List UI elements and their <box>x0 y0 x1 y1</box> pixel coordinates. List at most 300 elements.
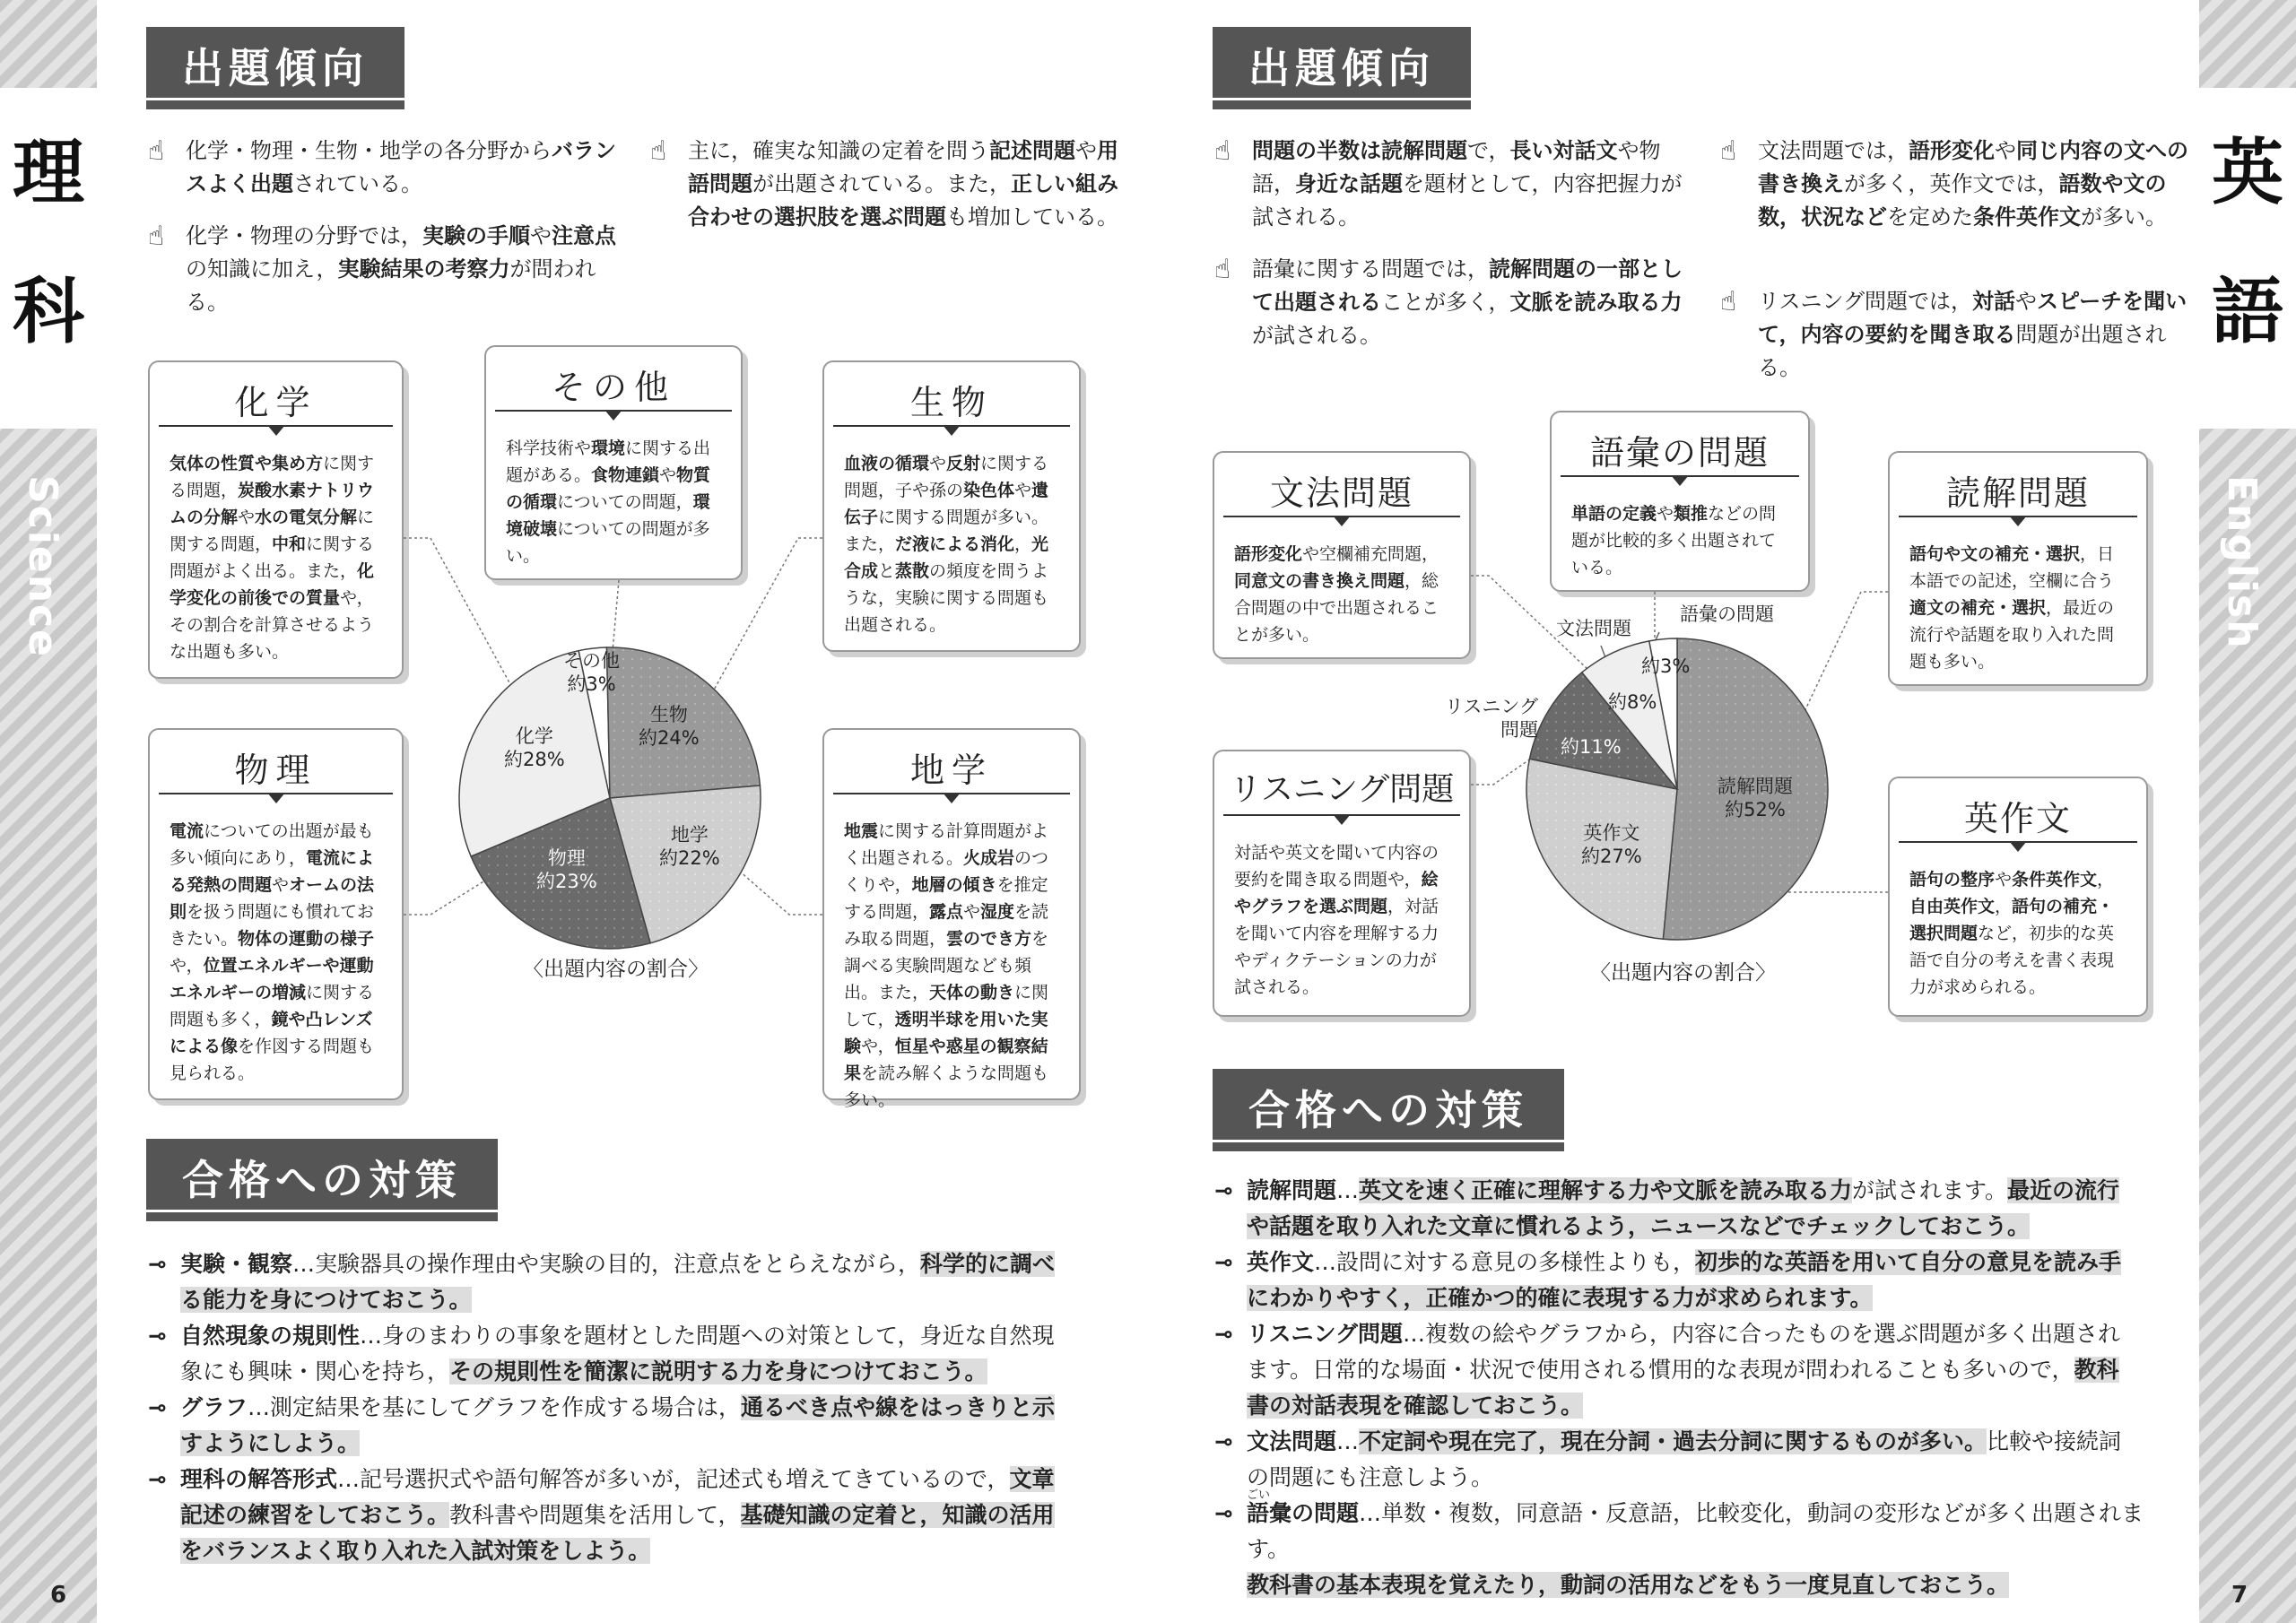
right-strategy-heading: 合格への対策 <box>1213 1069 1564 1151</box>
arrow-marker-icon: ⊸ <box>148 1394 167 1420</box>
strategy-line <box>1214 1352 2174 1388</box>
left-trend-heading: 出題傾向 <box>146 27 404 109</box>
emphasis-text: 語句の整序 <box>1909 870 1996 890</box>
plain-text: 対話や英文を聞いて内容の要約を聞き取る問題や， <box>1234 843 1439 890</box>
slice-value: 約3% <box>567 673 616 695</box>
pie-label-chemistry <box>504 725 565 771</box>
emphasis-text: 語彙の問題 <box>1247 1500 1360 1526</box>
plain-text: が問われる。 <box>186 256 596 315</box>
pointing-hand-icon: ☝ <box>1214 135 1231 167</box>
box-title: 語彙の問題 <box>1589 433 1770 473</box>
plain-text: や， <box>861 1037 895 1056</box>
plain-text: …設問に対する意見の多様性よりも， <box>1314 1249 1696 1275</box>
plain-text: を定めた <box>1887 204 1973 230</box>
plain-text: 象にも興味・関心を持ち， <box>180 1358 450 1384</box>
box-text <box>844 450 1063 638</box>
emphasis-text: 実験の手順 <box>422 223 530 248</box>
emphasis-text: 地震 <box>844 821 879 841</box>
emphasis-text: 環境 <box>591 438 626 458</box>
highlight-text: にわかりやすく，正確かつ的確に表現する力が求められます。 <box>1247 1285 1873 1311</box>
pie-label-listening: 約11% <box>1561 736 1622 758</box>
plain-text: や <box>963 902 981 922</box>
plain-text: の知識に加え， <box>186 256 338 282</box>
strategy-line <box>148 1426 1099 1462</box>
emphasis-text: 透明半球を用いた実験 <box>844 1010 1048 1056</box>
left-strategy-list <box>148 1246 1099 1569</box>
plain-text: …測定結果を基にしてグラフを作成する場合は， <box>248 1394 742 1420</box>
emphasis-text: オームの法則 <box>170 875 375 922</box>
strategy-line <box>1214 1567 2174 1603</box>
plain-text: を調べる実験問題なども頻出。また， <box>844 929 1049 1002</box>
box-title: リスニング問題 <box>1229 771 1455 808</box>
plain-text: 文法問題では， <box>1758 138 1909 163</box>
plain-text: を題材として，内容把握力が試される。 <box>1252 171 1683 230</box>
emphasis-text: 実験・観察 <box>180 1251 293 1277</box>
slice-name: 生物 <box>649 704 688 725</box>
emphasis-text: リスニング問題 <box>1247 1321 1404 1347</box>
plain-text: の問題にも注意しよう。 <box>1247 1464 1494 1490</box>
plain-text: の頻度を問うような，実験に関する問題も出題される。 <box>844 561 1049 635</box>
box-divider <box>833 425 1070 427</box>
bullet-text <box>1758 138 2188 230</box>
right-trend-bullet-1 <box>1214 135 1692 234</box>
emphasis-text: 条件英作文 <box>1973 204 2081 230</box>
highlight-text: 教科書の基本表現を覚えたり，動詞の活用などをもう一度見直しておこう。 <box>1247 1572 2010 1598</box>
plain-text: や，その割合を計算させるような出題も多い。 <box>170 588 375 662</box>
box-title: 英作文 <box>1963 799 2072 838</box>
plain-text: ことが多く， <box>1381 290 1510 315</box>
plain-text: や <box>1657 504 1674 524</box>
highlight-text: をバランスよく取り入れた入試対策をしよう。 <box>180 1538 651 1564</box>
emphasis-text: 語句や文の補充・選択 <box>1909 544 2081 564</box>
emphasis-text: 同じ内容の文への書き換え <box>1758 138 2188 196</box>
pie-label-other <box>563 649 620 696</box>
box-text <box>170 450 386 665</box>
plain-text: や <box>1995 870 2013 890</box>
strategy-line <box>1214 1316 2174 1352</box>
left-trend-bullet-1 <box>148 135 634 201</box>
strategy-line <box>1214 1173 2174 1209</box>
emphasis-text: 文法問題 <box>1247 1428 1337 1454</box>
box-text <box>1234 541 1453 648</box>
strategy-text <box>1247 1321 2120 1347</box>
box-biology <box>822 360 1081 652</box>
emphasis-text: 天体の動き <box>929 983 1015 1002</box>
arrow-marker-icon: ⊸ <box>1214 1500 1233 1526</box>
emphasis-text: グラフ <box>180 1394 248 1420</box>
strategy-line <box>148 1533 1099 1569</box>
plain-text: 主に，確実な知識の定着を問う <box>688 138 989 163</box>
plain-text: …複数の絵やグラフから，内容に合ったものを選ぶ問題が多く出題され <box>1403 1321 2121 1347</box>
pie-label-earth <box>659 823 720 870</box>
emphasis-text: 用語問題 <box>688 138 1118 196</box>
strategy-line <box>1214 1496 2174 1567</box>
pie-label-vocab: 約3% <box>1641 655 1691 677</box>
strategy-text <box>1247 1464 1493 1490</box>
strategy-text <box>1247 1285 1873 1311</box>
plain-text: 化学・物理の分野では， <box>186 223 422 248</box>
pointing-hand-icon: ☝ <box>1720 286 1737 317</box>
pie-label-writing <box>1581 821 1642 868</box>
box-reading <box>1888 451 2148 686</box>
ruby-goi: ごい <box>1247 1488 1271 1502</box>
bullet-text <box>186 223 616 315</box>
plain-text: リスニング問題では， <box>1758 289 1973 314</box>
arrow-marker-icon: ⊸ <box>1214 1177 1233 1203</box>
plain-text: や <box>1995 138 2016 163</box>
emphasis-text: 化学変化の前後での質量 <box>170 561 375 608</box>
strategy-line <box>148 1462 1099 1497</box>
right-subject-char-1: 英 <box>2212 131 2283 214</box>
emphasis-text: 気体の性質や集め方 <box>170 454 324 473</box>
box-text <box>1234 839 1453 1001</box>
box-writing <box>1888 777 2148 1017</box>
arrow-marker-icon: ⊸ <box>148 1251 167 1277</box>
emphasis-text: 理科の解答形式 <box>180 1466 338 1492</box>
plain-text: ， <box>2097 870 2115 890</box>
plain-text: 比較や接続詞 <box>1987 1428 2122 1454</box>
strategy-line <box>148 1390 1099 1426</box>
emphasis-text: 地層の傾き <box>911 875 997 895</box>
emphasis-text: 読解問題 <box>1247 1177 1337 1203</box>
plain-text: のつくりや， <box>844 848 1049 895</box>
plain-text: で， <box>1467 138 1510 163</box>
plain-text: …実験器具の操作理由や実験の目的，注意点をとらえながら， <box>292 1251 921 1277</box>
plain-text: など，初歩的な英語で自分の考えを書く表現力が求められる。 <box>1909 924 2115 997</box>
pie-outer-label-grammar: 文法問題 <box>1556 618 1631 639</box>
right-sidebar <box>2199 0 2296 1623</box>
bullet-text <box>688 138 1118 230</box>
plain-text: や <box>2015 289 2038 314</box>
plain-text: や <box>659 465 677 485</box>
emphasis-text: 食物連鎖 <box>591 465 660 485</box>
box-text <box>1571 500 1792 581</box>
left-strategy-heading: 合格への対策 <box>146 1139 498 1221</box>
strategy-text <box>180 1502 1055 1528</box>
strategy-line <box>1214 1460 2174 1496</box>
emphasis-text: 物体の運動の様子 <box>238 929 375 949</box>
emphasis-text: 血液の循環 <box>844 454 930 473</box>
right-strategy-list <box>1214 1173 2174 1603</box>
plain-text: …身のまわりの事象を題材とした問題への対策として，身近な自然現 <box>360 1323 1055 1349</box>
left-trend-bullet-3 <box>650 135 1127 234</box>
right-subject-char-2: 語 <box>2212 270 2283 353</box>
plain-text: についての問題， <box>557 492 693 512</box>
box-divider <box>159 793 393 794</box>
highlight-text: や話題を取り入れた文章に慣れるよう，ニュースなどでチェックしておこう。 <box>1247 1213 2031 1239</box>
plain-text: に関する問題が多い。また， <box>844 508 1049 554</box>
emphasis-text: スピーチを聞いて，内容の要約を聞き取る <box>1758 289 2187 347</box>
strategy-line <box>148 1246 1099 1282</box>
highlight-text: 科学的に調べ <box>920 1251 1056 1277</box>
strategy-text <box>1247 1249 2121 1275</box>
box-vocabulary <box>1550 411 1810 592</box>
strategy-text <box>1247 1500 2144 1562</box>
left-trend-bullet-2 <box>148 220 634 319</box>
emphasis-text: 物質の循環 <box>506 465 711 512</box>
box-title: 化学 <box>234 383 317 422</box>
plain-text: や <box>238 508 256 527</box>
strategy-text <box>1247 1177 2119 1203</box>
plain-text: を扱う問題にも慣れておきたい。 <box>170 902 375 949</box>
plain-text: ，最近の流行や話題を取り入れた問題も多い。 <box>1909 598 2115 672</box>
plain-text: も増加している。 <box>946 204 1118 230</box>
emphasis-text: 水の電気分解 <box>255 508 358 527</box>
highlight-text: 英文を速く正確に理解する力や文脈を読み取る力 <box>1359 1177 1853 1203</box>
plain-text: 語彙に関する問題では， <box>1252 256 1489 282</box>
emphasis-text: 問題の半数は読解問題 <box>1252 138 1467 163</box>
emphasis-text: 火成岩 <box>963 848 1015 868</box>
highlight-text: すようにしよう。 <box>180 1430 361 1456</box>
box-text <box>844 818 1063 1114</box>
plain-text: 科学技術や <box>506 438 592 458</box>
box-text <box>506 435 725 569</box>
emphasis-text: 身近な話題 <box>1295 171 1403 196</box>
pie-outer-label-vocab: 語彙の問題 <box>1680 603 1774 625</box>
box-earth-science <box>822 728 1081 1110</box>
slice-name: 化学 <box>515 725 553 747</box>
strategy-text <box>1247 1213 2030 1239</box>
plain-text: 問題が出題される。 <box>1758 322 2167 380</box>
plain-text: に関する問題， <box>170 454 375 500</box>
strategy-line <box>148 1354 1099 1390</box>
emphasis-text: 語数や文の数，状況など <box>1758 171 2167 230</box>
plain-text: についての出題が最も多い傾向にあり， <box>170 821 374 868</box>
pointing-hand-icon: ☝ <box>650 135 667 167</box>
emphasis-text: 記述問題 <box>989 138 1075 163</box>
box-divider <box>1223 814 1460 816</box>
right-trend-bullet-2 <box>1214 253 1692 352</box>
emphasis-text: 電流 <box>170 821 204 841</box>
plain-text: 教科書や問題集を活用して， <box>449 1502 741 1528</box>
box-title: 地学 <box>909 751 993 790</box>
box-divider <box>833 793 1070 794</box>
arrow-marker-icon: ⊸ <box>148 1323 167 1349</box>
pie-outer-label-listening: リスニング 問題 <box>1444 696 1538 741</box>
plain-text: ， <box>1014 534 1032 554</box>
highlight-text: 初歩的な英語を用いて自分の意見を読み手 <box>1695 1249 2122 1275</box>
strategy-text <box>1247 1357 2119 1383</box>
strategy-line <box>1214 1388 2174 1424</box>
box-text <box>1909 866 2130 1001</box>
emphasis-text: 語句の補充・選択問題 <box>1909 897 2115 943</box>
highlight-text: その規則性を簡潔に説明する力を身につけておこう。 <box>449 1358 987 1384</box>
plain-text: や <box>1014 481 1032 500</box>
emphasis-text: 同意文の書き換え問題 <box>1234 571 1405 591</box>
right-subject-tab <box>2199 88 2296 429</box>
plain-text: が多い。 <box>2081 204 2167 230</box>
plain-text: ， <box>1995 897 2013 916</box>
left-page-number: 6 <box>50 1582 67 1609</box>
slice-name: 英作文 <box>1583 822 1640 844</box>
plain-text: ，対話を聞いて内容を理解する力やディクテーションの力が試される。 <box>1234 897 1439 997</box>
strategy-line <box>148 1282 1099 1318</box>
slice-value: 約24% <box>639 727 700 749</box>
slice-name: その他 <box>563 650 620 672</box>
arrow-marker-icon: ⊸ <box>1214 1428 1233 1454</box>
box-chemistry <box>148 360 404 679</box>
left-subject-char-2: 科 <box>13 270 84 353</box>
slice-value: 約52% <box>1725 799 1786 820</box>
highlight-text: 書の対話表現を確認しておこう。 <box>1247 1393 1584 1419</box>
arrow-marker-icon: ⊸ <box>1214 1321 1233 1347</box>
plain-text: を推定する問題， <box>844 875 1048 922</box>
strategy-text <box>1247 1428 2121 1454</box>
plain-text: …単数・複数，同意語・反意語，比較変化，動詞の変形などが多く出題されます。 <box>1247 1500 2144 1562</box>
strategy-line <box>1214 1245 2174 1280</box>
plain-text: ます。日常的な場面・状況で使用される慣用的な表現が問われることも多いので， <box>1247 1357 2074 1383</box>
emphasis-text: 環境破壊 <box>506 492 710 539</box>
emphasis-text: 対話 <box>1972 289 2016 314</box>
plain-text: と <box>878 561 896 581</box>
emphasis-text: 正しい組み合わせの選択肢を選ぶ問題 <box>688 171 1118 230</box>
plain-text: に関する問題， <box>170 508 375 554</box>
arrow-marker-icon: ⊸ <box>148 1466 167 1492</box>
plain-text: が試される。 <box>1252 323 1381 348</box>
emphasis-text: 絵やグラフを選ぶ問題 <box>1234 870 1439 916</box>
plain-text: が多く，英作文では， <box>1844 171 2059 196</box>
box-title: 生物 <box>909 383 993 422</box>
plain-text: が試されます。 <box>1852 1177 2008 1203</box>
strategy-text <box>180 1466 1055 1492</box>
plain-text: や物語， <box>1252 138 1661 196</box>
plain-text: に関する出題がある。 <box>506 438 711 485</box>
box-listening <box>1213 750 1471 1017</box>
strategy-line <box>148 1318 1099 1354</box>
pie-label-biology <box>639 703 700 750</box>
plain-text: が出題されている。また， <box>752 171 1011 196</box>
emphasis-text: 鏡や凸レンズによる像 <box>170 1010 373 1056</box>
emphasis-text: 中和 <box>272 534 307 554</box>
pointing-hand-icon: ☝ <box>1214 254 1231 285</box>
right-trend-bullet-3 <box>1720 135 2197 234</box>
bullet-text <box>186 138 616 196</box>
right-subject-en: English <box>2219 475 2265 650</box>
emphasis-text: 電流による発熱の問題 <box>170 848 375 895</box>
emphasis-text: 注意点 <box>552 223 616 248</box>
strategy-text <box>180 1358 987 1384</box>
plain-text: … <box>1336 1428 1360 1454</box>
plain-text: などの問題が比較的多く出題されている。 <box>1571 504 1777 577</box>
bullet-text <box>1252 256 1683 348</box>
highlight-text: 基礎知識の定着と，知識の活用 <box>740 1502 1055 1528</box>
highlight-text: 記述の練習をしておこう。 <box>180 1502 450 1528</box>
pointing-hand-icon: ☝ <box>1720 135 1737 167</box>
emphasis-text: だ液による消化 <box>895 534 1015 554</box>
emphasis-text: 文脈を読み取る力 <box>1509 290 1683 315</box>
emphasis-text: 露点 <box>929 902 964 922</box>
plain-text: ，日本語での記述，空欄に合う <box>1909 544 2115 591</box>
left-sidebar <box>0 0 97 1623</box>
emphasis-text: 位置エネルギーや運動エネルギーの増減 <box>170 956 374 1002</box>
emphasis-text: 反射 <box>946 454 981 473</box>
slice-name: 物理 <box>547 847 586 869</box>
emphasis-text: 自由英作文 <box>1909 897 1996 916</box>
box-divider <box>1223 516 1460 517</box>
bullet-text <box>1252 138 1683 230</box>
plain-text: や <box>272 875 290 895</box>
pie-label-grammar: 約8% <box>1608 691 1657 713</box>
strategy-text <box>180 1538 650 1564</box>
plain-text: … <box>1336 1177 1360 1203</box>
emphasis-text: 語形変化 <box>1909 138 1995 163</box>
slice-value: 約22% <box>659 847 720 869</box>
pointing-hand-icon: ☝ <box>148 221 165 252</box>
box-text <box>1909 541 2130 675</box>
highlight-text: 不定詞や現在完了，現在分詞・過去分詞に関するものが多い。 <box>1359 1428 1987 1454</box>
emphasis-text: バランスよく出題 <box>186 138 616 196</box>
left-subject-char-1: 理 <box>13 131 84 214</box>
box-other <box>484 345 743 580</box>
emphasis-text: 条件英作文 <box>2012 870 2098 890</box>
pie-label-reading <box>1718 775 1793 821</box>
highlight-text: 最近の流行 <box>2007 1177 2120 1203</box>
box-title: その他 <box>551 368 675 407</box>
highlight-text: 通るべき点や線をはっきりと示 <box>741 1394 1056 1420</box>
plain-text: や <box>530 223 552 248</box>
strategy-line <box>148 1497 1099 1533</box>
emphasis-text: 類推 <box>1674 504 1709 524</box>
strategy-text <box>1247 1572 2009 1598</box>
emphasis-text: 読解問題の一部として出題される <box>1252 256 1683 315</box>
emphasis-text: 実験結果の考察力 <box>337 256 510 282</box>
right-trend-heading: 出題傾向 <box>1213 27 1471 109</box>
plain-text: に関する問題がよく出る。また， <box>170 534 375 581</box>
emphasis-text: 染色体 <box>963 481 1015 500</box>
emphasis-text: 蒸散 <box>895 561 930 581</box>
highlight-text: る能力を身につけておこう。 <box>180 1287 472 1313</box>
bullet-text <box>1758 289 2187 380</box>
emphasis-text: 英作文 <box>1247 1249 1315 1275</box>
emphasis-text: 炭酸水素ナトリウムの分解 <box>170 481 375 527</box>
plain-text: を作図する問題も見られる。 <box>170 1037 375 1083</box>
right-page-number: 7 <box>2231 1582 2248 1609</box>
plain-text: に関する問題，子や孫の <box>844 454 1049 500</box>
left-subject-tab <box>0 88 97 429</box>
science-pie-caption: 〈出題内容の割合〉 <box>523 958 709 981</box>
strategy-text <box>1247 1393 1583 1419</box>
pointing-hand-icon: ☝ <box>148 135 165 167</box>
emphasis-text: 遺伝子 <box>844 481 1049 527</box>
emphasis-text: 光合成 <box>844 534 1049 581</box>
box-title: 読解問題 <box>1945 473 2090 513</box>
box-divider <box>159 425 393 427</box>
plain-text: されている。 <box>293 171 422 196</box>
emphasis-text: 語形変化 <box>1234 544 1303 564</box>
english-pie-caption: 〈出題内容の割合〉 <box>1590 961 1776 985</box>
plain-text: についての問題が多い。 <box>506 519 710 566</box>
box-grammar <box>1213 451 1471 659</box>
strategy-text <box>180 1287 472 1313</box>
strategy-text <box>180 1323 1055 1349</box>
plain-text: や <box>929 454 947 473</box>
plain-text: に関する計算問題がよく出題される。 <box>844 821 1049 868</box>
box-text <box>170 818 386 1087</box>
right-trend-bullet-4 <box>1720 285 2197 385</box>
box-divider <box>495 410 732 412</box>
plain-text: …記号選択式や語句解答が多いが，記述式も増えてきているので， <box>337 1466 1010 1492</box>
plain-text: 化学・物理・生物・地学の各分野から <box>186 138 552 163</box>
strategy-text <box>180 1394 1055 1420</box>
plain-text: を読み取る問題， <box>844 902 1049 949</box>
plain-text: や， <box>170 956 204 976</box>
highlight-text: 文章 <box>1009 1466 1055 1492</box>
slice-name: 地学 <box>670 824 709 846</box>
arrow-marker-icon: ⊸ <box>1214 1249 1233 1275</box>
plain-text: ，総合問題の中で出題されることが多い。 <box>1234 571 1439 645</box>
emphasis-text: 単語の定義 <box>1571 504 1657 524</box>
emphasis-text: 湿度 <box>980 902 1015 922</box>
